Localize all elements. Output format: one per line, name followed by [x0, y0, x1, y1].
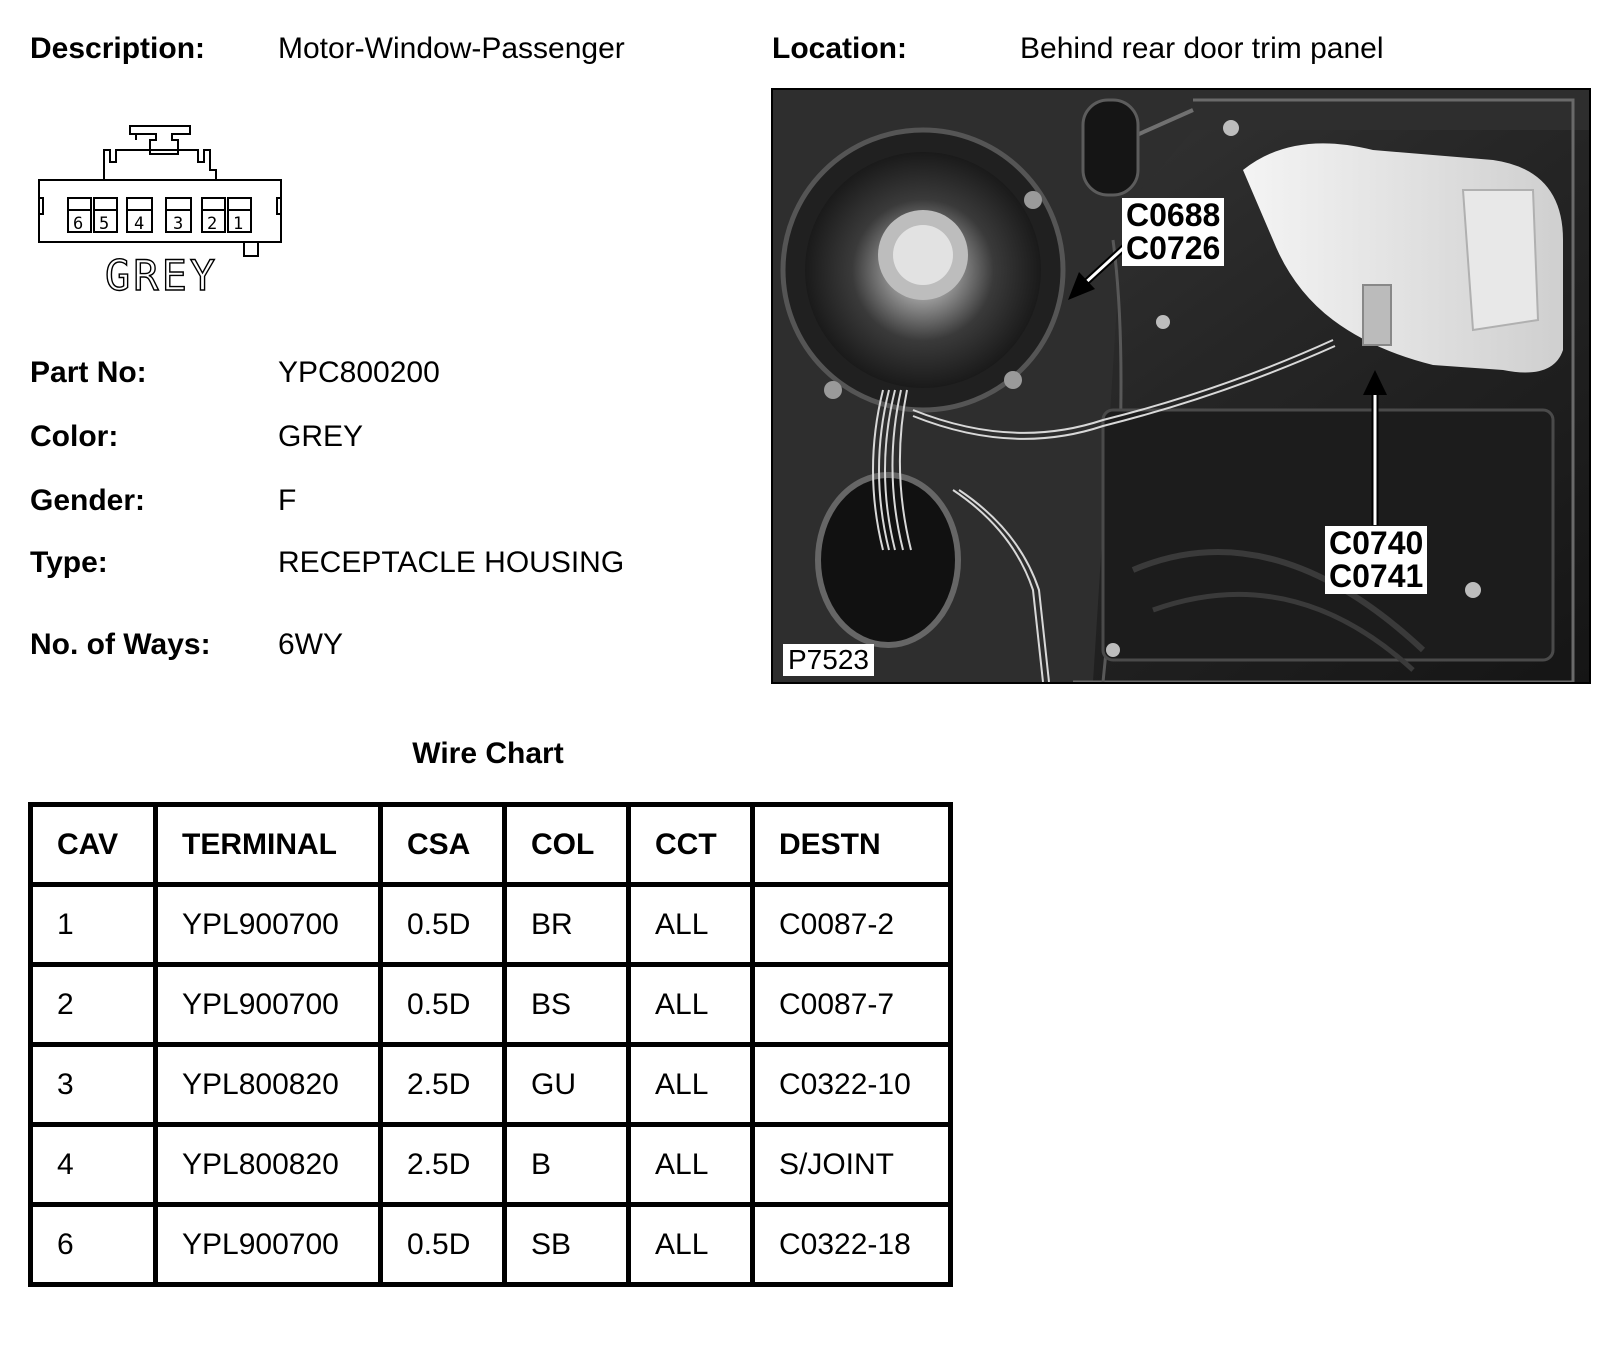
cell-cav: 3 [31, 1045, 156, 1125]
cell-terminal: YPL900700 [156, 885, 381, 965]
wire-chart-table [28, 802, 953, 1287]
location-value: Behind rear door trim panel [1020, 32, 1384, 65]
cell-csa: 2.5D [381, 1045, 505, 1125]
gender-label: Gender: [30, 484, 146, 517]
cell-col: BR [505, 885, 629, 965]
gender-value: F [278, 484, 297, 517]
callout-bottom-line-1: C0740 [1329, 525, 1424, 561]
cell-cct: ALL [629, 1125, 753, 1205]
cell-col: BS [505, 965, 629, 1045]
cell-terminal: YPL800820 [156, 1045, 381, 1125]
cell-col: SB [505, 1205, 629, 1285]
table-header-row [31, 805, 951, 885]
wire-chart-title: Wire Chart [412, 737, 564, 770]
table-row [31, 965, 951, 1045]
cell-csa: 0.5D [381, 965, 505, 1045]
callout-top-line-1: C0688 [1126, 197, 1221, 233]
type-value: RECEPTACLE HOUSING [278, 546, 625, 579]
cell-terminal: YPL900700 [156, 965, 381, 1045]
cell-csa: 2.5D [381, 1125, 505, 1205]
pin-number-1: 1 [233, 214, 244, 234]
cell-col: B [505, 1125, 629, 1205]
photo-reference: P7523 [783, 644, 874, 676]
cell-cav: 4 [31, 1125, 156, 1205]
cell-destn: C0087-7 [753, 965, 951, 1045]
column-header-destn: DESTN [753, 805, 951, 885]
cell-cct: ALL [629, 1045, 753, 1125]
connector-face-diagram [30, 120, 300, 305]
cell-destn: C0322-10 [753, 1045, 951, 1125]
pin-number-5: 5 [99, 214, 110, 234]
cell-destn: C0087-2 [753, 885, 951, 965]
pin-number-6: 6 [73, 214, 84, 234]
table-row [31, 1045, 951, 1125]
location-label: Location: [772, 32, 907, 65]
cell-csa: 0.5D [381, 1205, 505, 1285]
cell-terminal: YPL800820 [156, 1125, 381, 1205]
cell-destn: C0322-18 [753, 1205, 951, 1285]
door-interior-illustration [773, 90, 1589, 682]
table-row [31, 885, 951, 965]
pin-number-2: 2 [207, 214, 218, 234]
cell-cct: ALL [629, 965, 753, 1045]
connector-color-text: GREY [105, 251, 219, 300]
pin-number-4: 4 [134, 214, 145, 234]
table-row [31, 1125, 951, 1205]
callout-bottom [1325, 526, 1427, 594]
cell-col: GU [505, 1045, 629, 1125]
cell-terminal: YPL900700 [156, 1205, 381, 1285]
description-label: Description: [30, 32, 206, 65]
ways-label: No. of Ways: [30, 628, 211, 661]
cell-destn: S/JOINT [753, 1125, 951, 1205]
column-header-terminal: TERMINAL [156, 805, 381, 885]
color-label: Color: [30, 420, 119, 453]
color-value: GREY [278, 420, 364, 453]
callout-top-line-2: C0726 [1126, 230, 1221, 266]
cell-cct: ALL [629, 1205, 753, 1285]
table-row [31, 1205, 951, 1285]
column-header-cct: CCT [629, 805, 753, 885]
part-no-value: YPC800200 [278, 356, 440, 389]
column-header-cav: CAV [31, 805, 156, 885]
type-label: Type: [30, 546, 108, 579]
cell-csa: 0.5D [381, 885, 505, 965]
cell-cav: 6 [31, 1205, 156, 1285]
description-value: Motor-Window-Passenger [278, 32, 625, 65]
column-header-csa: CSA [381, 805, 505, 885]
column-header-col: COL [505, 805, 629, 885]
callout-bottom-line-2: C0741 [1329, 558, 1424, 594]
location-photo [771, 88, 1591, 684]
cell-cct: ALL [629, 885, 753, 965]
pin-number-3: 3 [173, 214, 184, 234]
part-no-label: Part No: [30, 356, 147, 389]
ways-value: 6WY [278, 628, 344, 661]
callout-top [1122, 198, 1224, 266]
cell-cav: 1 [31, 885, 156, 965]
cell-cav: 2 [31, 965, 156, 1045]
